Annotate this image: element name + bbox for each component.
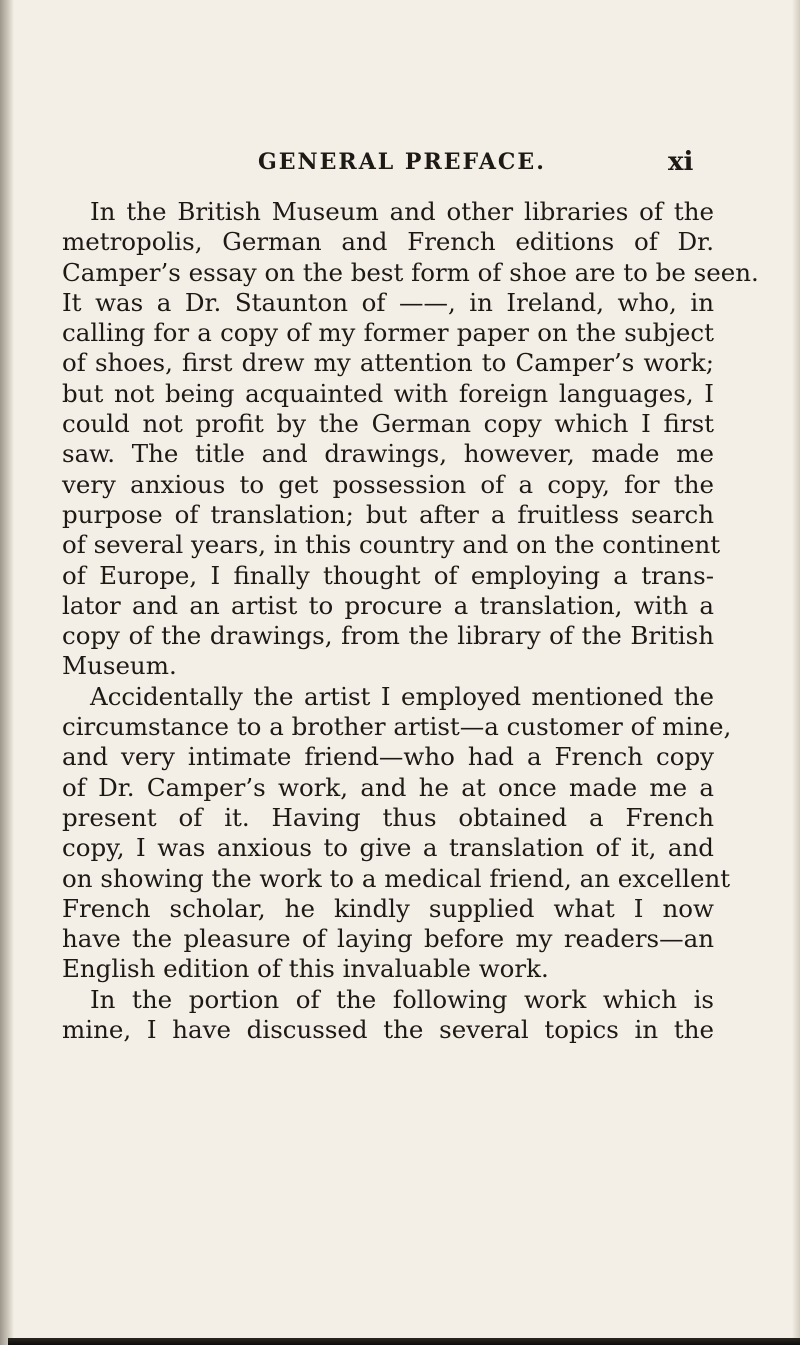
text-line: on showing the work to a medical friend, an excellent [62, 863, 731, 893]
text-line: French scholar, he kindly supplied what I now [62, 893, 714, 923]
text-line: In the portion of the following work which is [90, 984, 714, 1014]
page-number: xi [668, 147, 694, 177]
text-line: Museum. [62, 651, 177, 681]
text-line: of Europe, I finally thought of employing a trans- [62, 560, 714, 590]
text-line: metropolis, German and French editions of Dr. [62, 227, 714, 257]
text-line: of shoes, first drew my attention to Camper’s work; [62, 348, 714, 378]
page-header [0, 145, 800, 185]
text-line: of several years, in this country and on the continent [62, 530, 721, 560]
text-line: lator and an artist to procure a translation, with a [62, 590, 714, 620]
page-edge-shadow [792, 0, 800, 1345]
text-line: saw. The title and drawings, however, made me [62, 439, 714, 469]
body-text [62, 197, 759, 1045]
text-line: Accidentally the artist I employed mentioned the [90, 681, 714, 711]
text-line: It was a Dr. Staunton of ——, in Ireland, who, in [62, 287, 714, 317]
text-line: purpose of translation; but after a fruitless search [62, 499, 714, 529]
text-line: circumstance to a brother artist—a customer of mine, [62, 712, 732, 742]
text-line: but not being acquainted with foreign languages, I [62, 378, 714, 408]
text-line: In the British Museum and other libraries of the [90, 197, 714, 226]
text-line: English edition of this invaluable work. [62, 954, 549, 984]
text-line: of Dr. Camper’s work, and he at once made me a [62, 772, 714, 802]
text-line: calling for a copy of my former paper on the subject [62, 318, 714, 348]
text-line: could not profit by the German copy which I first [62, 409, 714, 439]
page-gutter-shadow [0, 0, 14, 1345]
text-line: present of it. Having thus obtained a French [62, 802, 714, 832]
text-line: mine, I have discussed the several topics in the [62, 1015, 714, 1045]
text-line: very anxious to get possession of a copy, for the [62, 469, 714, 499]
text-line: Camper’s essay on the best form of shoe are to be seen. [62, 257, 759, 287]
running-title: GENERAL PREFACE. [258, 149, 546, 175]
text-line: have the pleasure of laying before my readers—an [62, 924, 714, 954]
text-line: and very intimate friend—who had a French copy [62, 742, 714, 772]
page-bottom-edge [8, 1338, 800, 1345]
text-line: copy, I was anxious to give a translation of it, and [62, 833, 714, 863]
text-line: copy of the drawings, from the library of the British [62, 621, 714, 651]
